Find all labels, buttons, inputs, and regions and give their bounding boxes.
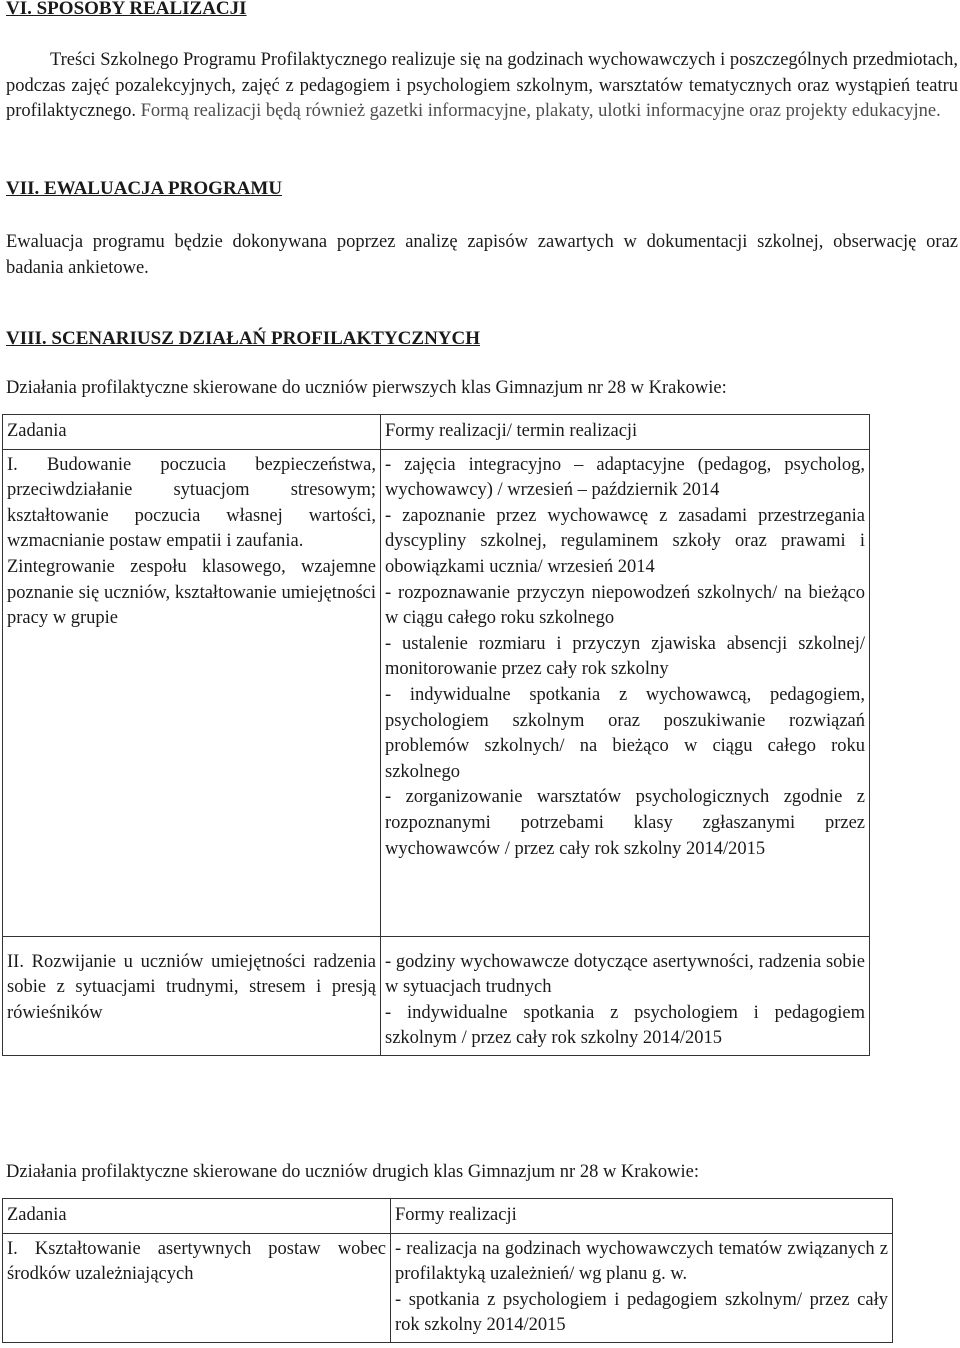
- table-2-row-1-task: I. Kształtowanie asertywnych postaw wobec środków uzależniających: [7, 1238, 386, 1285]
- list-item: - zapoznanie przez wychowawcę z zasadami przestrzegania dyscypliny szkolnej, regulaminem szkoły oraz prawami i obowiązkami ucznia/ wrzesień 2014: [385, 505, 865, 577]
- list-item: - zorganizowanie warsztatów psychologicznych zgodnie z rozpoznanymi potrzebami klasy zgłaszanymi przez wychowawców / przez cały rok szkolny 2014/2015: [385, 787, 865, 859]
- table-1-row-2-tasks: [3, 936, 381, 1055]
- table-1-row-1-tasks: [3, 449, 381, 936]
- list-item: - zajęcia integracyjno – adaptacyjne (pedagog, psycholog, wychowawcy) / wrzesień – październik 2014: [385, 454, 865, 501]
- list-item: - indywidualne spotkania z psychologiem i pedagogiem szkolnym / przez cały rok szkolny 2014/2015: [385, 1002, 865, 1049]
- section-6-paragraph-part-a: Treści Szkolnego Programu Profilaktycznego realizuje się na godzinach wychowawczych i poszczególnych przedmiotach, podczas zajęć pozalekcyjnych, zajęć z pedagogiem i psychologiem szkolnym, warsztatów tematycznych oraz wystąpień teatru profilaktycznego.: [6, 50, 958, 122]
- list-item: - realizacja na godzinach wychowawczych tematów związanych z profilaktyką uzależnień/ wg planu g. w.: [395, 1238, 888, 1285]
- table-1-row-1-forms: [381, 449, 870, 936]
- table-1-header-forms: Formy realizacji/ termin realizacji: [381, 415, 870, 450]
- table-1-row-1-task-a: I. Budowanie poczucia bezpieczeństwa, przeciwdziałanie sytuacjom stresowym; kształtowanie poczucia własnej wartości, wzmacnianie postaw empatii i zaufania.: [7, 454, 376, 552]
- table-2-header-forms: Formy realizacji: [391, 1199, 893, 1234]
- list-item: - spotkania z psychologiem i pedagogiem szkolnym/ przez cały rok szkolny 2014/2015: [395, 1289, 888, 1336]
- section-6-heading: VI. SPOSOBY REALIZACJI: [6, 0, 247, 19]
- table-1-intro: Działania profilaktyczne skierowane do uczniów pierwszych klas Gimnazjum nr 28 w Krakowie:: [6, 378, 727, 398]
- section-7-heading: VII. EWALUACJA PROGRAMU: [6, 178, 283, 199]
- table-1-header-tasks: Zadania: [3, 415, 381, 450]
- section-8-heading: VIII. SCENARIUSZ DZIAŁAŃ PROFILAKTYCZNYCH: [6, 328, 481, 349]
- table-1-row-2-forms: [381, 936, 870, 1055]
- list-item: - indywidualne spotkania z wychowawcą, pedagogiem, psychologiem szkolnym oraz poszukiwanie rozwiązań problemów szkolnych/ na bieżąco w ciągu całego roku szkolnego: [385, 684, 865, 782]
- table-1-row-1-task-b: Zintegrowanie zespołu klasowego, wzajemne poznanie się uczniów, kształtowanie umiejętności pracy w grupie: [7, 556, 376, 629]
- section-6-paragraph-part-b: Formą realizacji będą również gazetki informacyjne, plakaty, ulotki informacyjne oraz projekty edukacyjne.: [135, 101, 941, 122]
- table-2-row-1-tasks: [3, 1233, 391, 1342]
- table-2-intro: Działania profilaktyczne skierowane do uczniów drugich klas Gimnazjum nr 28 w Krakowie:: [6, 1162, 700, 1182]
- table-1-header-row: [3, 415, 870, 450]
- list-item: - ustalenie rozmiaru i przyczyn zjawiska absencji szkolnej/ monitorowanie przez cały rok szkolny: [385, 633, 865, 680]
- section-6-paragraph: [6, 48, 958, 125]
- table-1-row-2-task: II. Rozwijanie u uczniów umiejętności radzenia sobie z sytuacjami trudnymi, stresem i presją rówieśników: [7, 951, 376, 1023]
- table-first-classes: [2, 414, 870, 1056]
- section-7-paragraph: Ewaluacja programu będzie dokonywana poprzez analizę zapisów zawartych w dokumentacji szkolnej, obserwację oraz badania ankietowe.: [6, 232, 958, 278]
- table-2-row-1-forms: [391, 1233, 893, 1342]
- table-row: [3, 449, 870, 936]
- table-2-header-tasks: Zadania: [3, 1199, 391, 1234]
- table-2-header-row: [3, 1199, 893, 1234]
- list-item: - godziny wychowawcze dotyczące asertywności, radzenia sobie w sytuacjach trudnych: [385, 951, 865, 998]
- table-row: [3, 936, 870, 1055]
- table-row: [3, 1233, 893, 1342]
- table-second-classes: [2, 1198, 893, 1343]
- list-item: - rozpoznawanie przyczyn niepowodzeń szkolnych/ na bieżąco w ciągu całego roku szkolnego: [385, 582, 865, 629]
